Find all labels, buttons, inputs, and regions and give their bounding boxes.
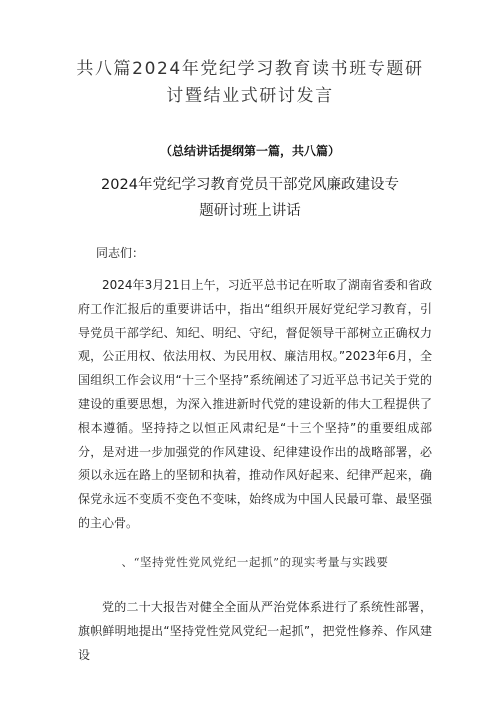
subtitle: （总结讲话提纲第一篇，共八篇） [159,144,340,158]
speech-title [60,172,440,224]
main-title [40,56,460,110]
main-title-line-1: 共八篇2024年党纪学习教育读书班专题研 [76,59,424,79]
speech-title-line-1: 2024年党纪学习教育党员干部党风廉政建设专 [101,177,399,193]
paragraph-2: 党的二十大报告对健全全面从严治党体系进行了系统性部署，旗帜鲜明地提出“坚持党性党风党纪一起抓”，把党性修养、作风建设 [78,600,432,662]
main-title-line-2: 讨暨结业式研讨发言 [166,86,334,106]
speech-title-line-2: 题研讨班上讲话 [199,203,301,219]
section-heading: 、“坚持党性党风党纪一起抓”的现实考量与实践要 [121,555,389,569]
greeting: 同志们： [96,246,145,260]
paragraph-1: 2024年3月21日上午，习近平总书记在听取了湖南省委和省政府工作汇报后的重要讲话中，指出“组织开展好党纪学习教育，引导党员干部学纪、知纪、明纪、守纪，督促领导干部树立正确权力观，公正用权、依法用权、为民用权、廉洁用权。”2023年6月，全国组织工作会议用“十三个坚持”系统阐述了习近平总书记关于党的建设的重要思想，为深入推进新时代党的建设新的伟大工程提供了根本遵循。坚持持之以恒正风肃纪是“十三个坚持”的重要组成部分，是对进一步加强党的作风建设、纪律建设作出的战略部署，必须以永远在路上的坚韧和执着，推动作风好起来、纪律严起来，确保党永远不变质不变色不变味，始终成为中国人民最可靠、最坚强的主心骨。 [78,278,432,530]
